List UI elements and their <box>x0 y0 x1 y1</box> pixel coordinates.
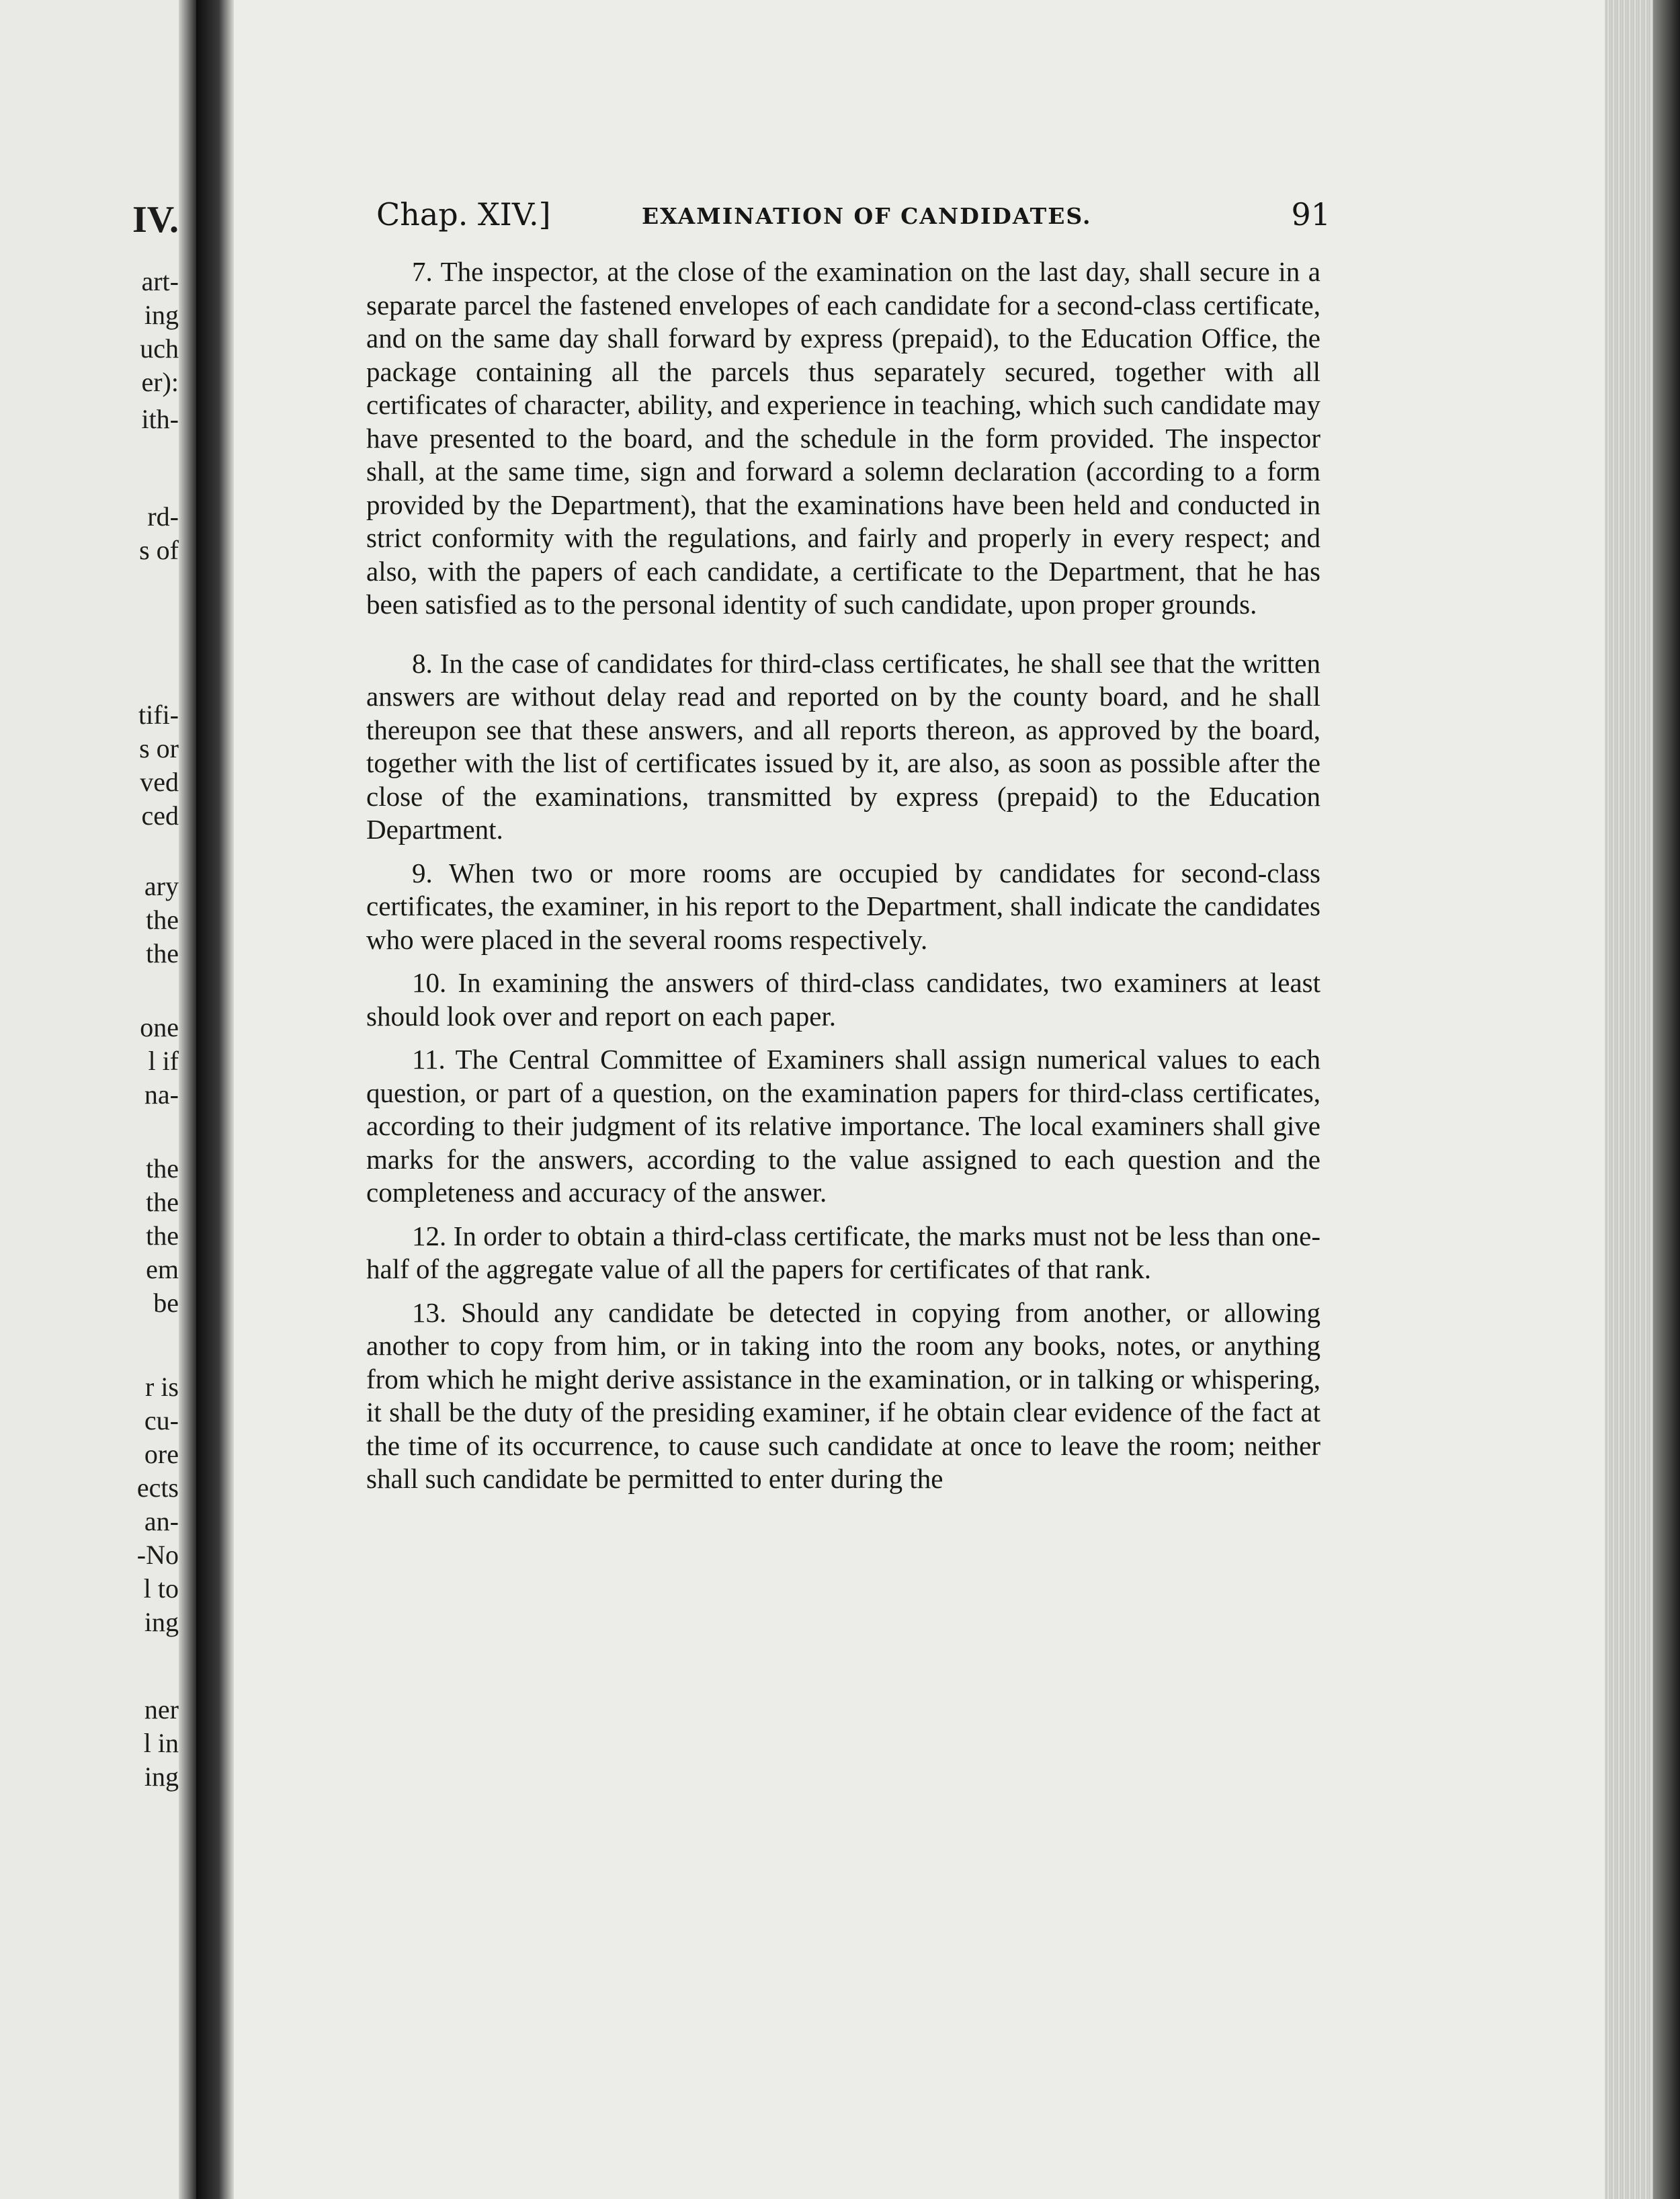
previous-page-fragment: an- <box>144 1506 179 1536</box>
previous-page-fragment: s of <box>139 535 179 565</box>
previous-page-fragment: tifi- <box>138 700 179 730</box>
paragraph-number: 11. <box>412 1044 446 1075</box>
previous-page-fragment: ced <box>141 800 179 831</box>
page-edge-shadow <box>179 0 196 2199</box>
previous-page-fragment: the <box>146 1153 179 1184</box>
previous-page-fragment: na- <box>144 1079 179 1110</box>
previous-page-fragment: s or <box>139 733 179 763</box>
previous-page-fragment: er): <box>141 367 179 397</box>
previous-page-fragment: rd- <box>147 501 179 532</box>
paragraph-number: 12. <box>412 1220 447 1251</box>
running-header <box>376 196 1331 237</box>
previous-page-fragment: ing <box>144 300 179 330</box>
page-number: 91 <box>1291 196 1331 233</box>
paragraph-text: In order to obtain a third-class certificate, the marks must not be less than one-half of the aggregate value of all the papers for certificates of that rank. <box>366 1220 1320 1284</box>
chapter-label: Chap. XIV.] <box>376 196 551 233</box>
paragraph-13 <box>366 1296 1320 1496</box>
paragraph-text: In the case of candidates for third-class certificates, he shall see that the written answers are without delay read and reported on by the county board, and he shall thereupon see that these answers, and all reports thereon, as approved by the board, together with the list of certificates issued by it, are also, as soon as possible after the close of the examinations, transmitted by express (prepaid) to the Education Department. <box>366 647 1320 845</box>
page-stack-shadow <box>1653 0 1680 2199</box>
previous-page-fragment: art- <box>141 266 179 296</box>
paragraph-8 <box>366 647 1320 847</box>
paragraph-7 <box>366 255 1320 622</box>
previous-page-fragment: l to <box>143 1573 179 1604</box>
previous-page-fragment: ved <box>140 767 179 797</box>
book-gutter <box>196 0 234 2199</box>
previous-page-fragment: r is <box>145 1372 179 1402</box>
previous-page-fragment: -No <box>136 1540 179 1570</box>
previous-page-fragment: one <box>140 1012 179 1042</box>
previous-page-fragment: be <box>153 1288 179 1318</box>
previous-page-fragment: ith- <box>141 404 179 434</box>
previous-page-fragment: cu- <box>144 1405 179 1436</box>
previous-page-fragment: uch <box>140 333 179 364</box>
paragraph-text: In examining the answers of third-class candidates, two examiners at least should look over and report on each paper. <box>366 967 1321 1032</box>
paragraph-number: 13. <box>412 1296 447 1328</box>
previous-page-edge <box>0 0 196 2199</box>
paragraph-number: 9. <box>412 857 433 888</box>
previous-page-fragment: the <box>146 1187 179 1217</box>
paragraph-9 <box>366 857 1320 957</box>
previous-page-fragment: l if <box>148 1046 179 1076</box>
page-stack-edge <box>1605 0 1680 2199</box>
previous-page-fragment: ner <box>144 1694 179 1725</box>
paragraph-11 <box>366 1043 1320 1210</box>
paragraph-text: Should any candidate be detected in copying from another, or allowing another to copy from him, or in taking into the room any books, notes, or anything from which he might derive assistance in the examination, or in talking or whispering, it shall be the duty of the presiding examiner, if he obtain clear evidence of the fact at the time of its occurrence, to cause such candidate at once to leave the room; neither shall such candidate be permitted to enter during the <box>366 1296 1320 1494</box>
previous-page-fragment: ing <box>144 1607 179 1637</box>
previous-page-fragment: the <box>146 1220 179 1251</box>
running-title: EXAMINATION OF CANDIDATES. <box>642 203 1092 229</box>
previous-page-fragment: ore <box>144 1439 179 1469</box>
paragraph-number: 10. <box>412 967 447 998</box>
paragraph-12 <box>366 1220 1320 1286</box>
paragraph-text: The Central Committee of Examiners shall assign numerical values to each question, or part of a question, on the examination papers for third-class certificates, according to their judgment of its relative importance. The local examiners shall give marks for the answers, according to the value assigned to each question and the completeness and accuracy of the answer. <box>366 1044 1321 1208</box>
paragraph-text: The inspector, at the close of the examination on the last day, shall secure in a separate parcel the fastened envelopes of each candidate for a second-class certificate, and on the same day shall forward by express (prepaid), to the Education Office, the package containing all the parcels thus separately secured, together with all certificates of character, ability, and experience in teaching, which such candidate may have presented to the board, and the schedule in the form provided. The inspector shall, at the same time, sign and forward a solemn declaration (according to a form provided by the Department), that the examinations have been held and conducted in strict conformity with the regulations, and fairly and properly in every respect; and also, with the papers of each candidate, a certificate to the Department, that he has been satisfied as to the personal identity of such candidate, upon proper grounds. <box>366 256 1320 620</box>
page-body <box>366 255 1320 1506</box>
previous-page-fragment: ing <box>144 1761 179 1792</box>
previous-page-fragment: the <box>146 905 179 935</box>
paragraph-number: 7. <box>412 256 433 287</box>
previous-page-fragment: em <box>146 1254 179 1284</box>
paragraph-number: 8. <box>412 647 433 679</box>
previous-page-fragment: ary <box>144 871 179 901</box>
previous-page-fragment: ects <box>136 1472 179 1503</box>
paragraph-10 <box>366 966 1320 1033</box>
paragraph-text: When two or more rooms are occupied by candidates for second-class certificates, the examiner, in his report to the Department, shall indicate the candidates who were placed in the several rooms respectively. <box>366 857 1320 955</box>
previous-page-fragment: the <box>146 938 179 968</box>
previous-page-fragment: l in <box>143 1728 179 1758</box>
previous-page-fragment: IV. <box>132 199 179 241</box>
